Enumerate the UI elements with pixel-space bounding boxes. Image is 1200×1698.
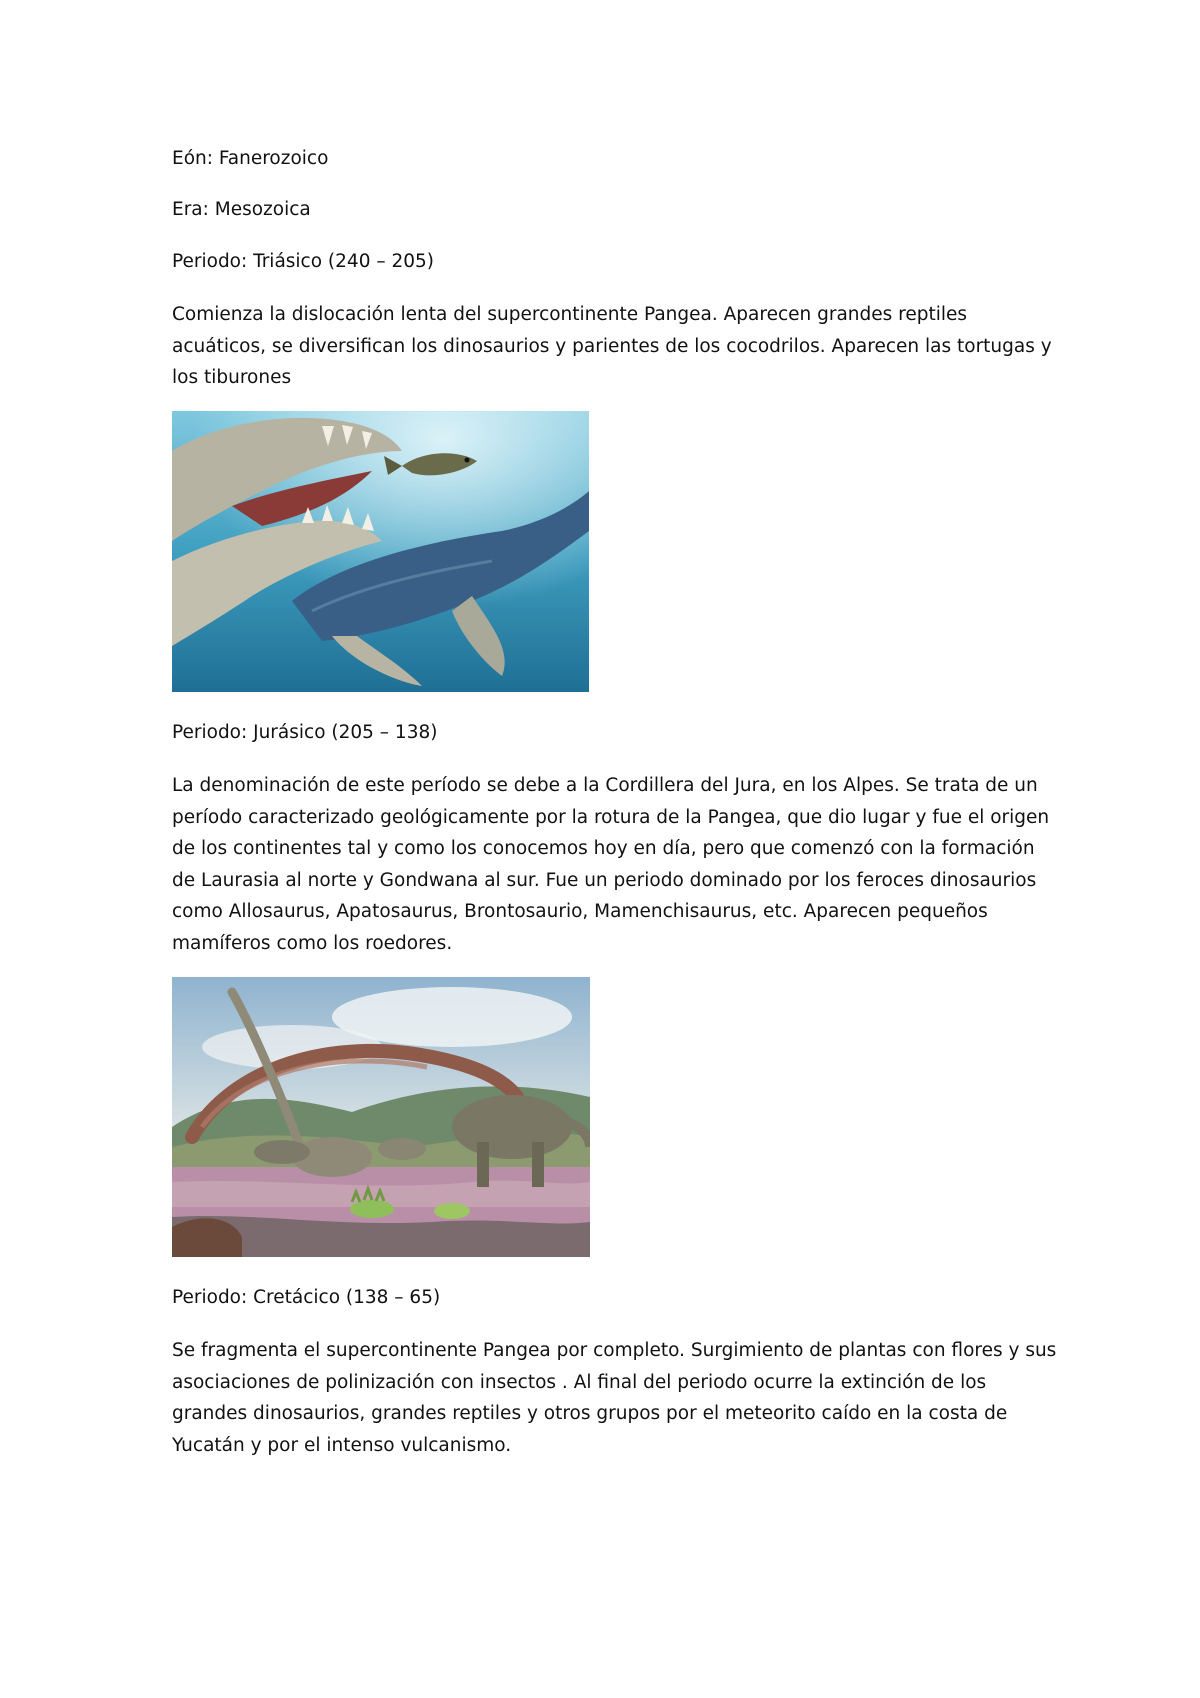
text-line: de Laurasia al norte y Gondwana al sur. Fue un periodo dominado por los feroces dinosaurios xyxy=(172,869,1037,891)
triassic-paragraph xyxy=(172,299,1052,394)
text-line: Comienza la dislocación lenta del supercontinente Pangea. Aparecen grandes reptiles xyxy=(172,304,968,325)
jurassic-sauropods-image xyxy=(172,977,590,1257)
text-line: La denominación de este período se debe a la Cordillera del Jura, en los Alpes. Se trata de un xyxy=(172,775,1038,796)
cretaceous-heading: Periodo: Cretácico (138 – 65) xyxy=(172,1287,441,1308)
jurassic-paragraph xyxy=(172,770,1050,959)
text-line: como Allosaurus, Apatosaurus, Brontosaurio, Mamenchisaurus, etc. Aparecen pequeños xyxy=(172,901,988,922)
text-line: Yucatán y por el intenso vulcanismo. xyxy=(172,1434,512,1456)
jurassic-heading: Periodo: Jurásico (205 – 138) xyxy=(172,722,438,743)
triassic-heading: Periodo: Triásico (240 – 205) xyxy=(172,251,434,272)
text-line: acuáticos, se diversifican los dinosaurios y parientes de los cocodrilos. Aparecen las tortugas y xyxy=(172,335,1052,357)
era-line: Era: Mesozoica xyxy=(172,199,311,220)
text-line: de los continentes tal y como los conocemos hoy en día, pero que comenzó con la formación xyxy=(172,838,1035,859)
triassic-marine-reptile-image xyxy=(172,411,589,692)
cretaceous-paragraph xyxy=(172,1335,1057,1461)
text-line: grandes dinosaurios, grandes reptiles y otros grupos por el meteorito caído en la costa de xyxy=(172,1403,1008,1424)
text-line: período caracterizado geológicamente por la rotura de la Pangea, que dio lugar y fue el origen xyxy=(172,806,1050,828)
text-line: mamíferos como los roedores. xyxy=(172,932,453,954)
text-line: los tiburones xyxy=(172,367,292,388)
text-line: Se fragmenta el supercontinente Pangea por completo. Surgimiento de plantas con flores y sus xyxy=(172,1340,1057,1361)
text-line: asociaciones de polinización con insectos . Al final del periodo ocurre la extinción de los xyxy=(172,1371,987,1393)
eon-line: Eón: Fanerozoico xyxy=(172,148,329,169)
